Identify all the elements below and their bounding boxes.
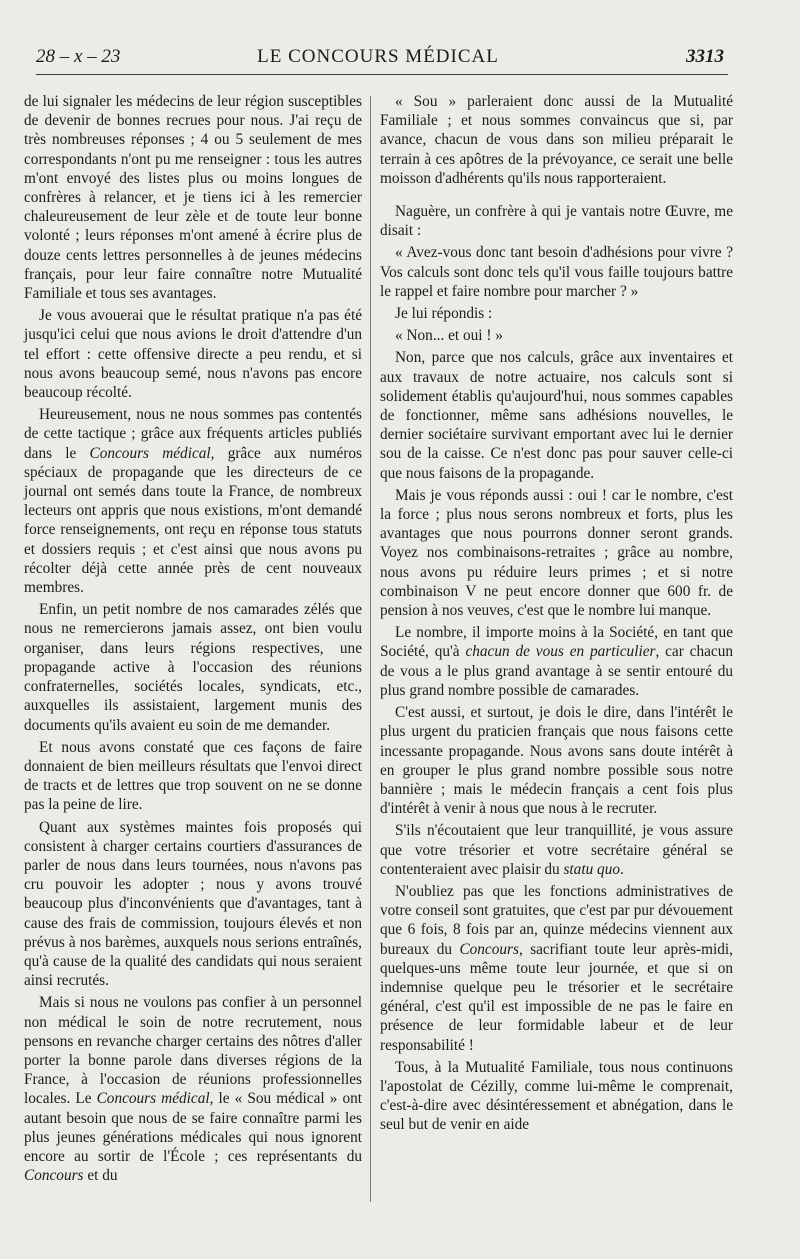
paragraph: Je lui répondis : xyxy=(395,305,493,323)
issue-date: 28 – x – 23 xyxy=(36,46,121,67)
paragraph: Je vous avouerai que le résultat pratique n'a pas été jusqu'ici celui que nous avions le droit d'attendre d'un tel effort : cette offensive directe a peu rendu, et si nous avons beaucoup semé, nous n'avons pas encore beaucoup récolté. xyxy=(24,307,362,402)
right-column xyxy=(380,92,733,1138)
header-rule xyxy=(36,74,728,75)
paragraph: Heureusement, nous ne nous sommes pas contentés de cette tactique ; grâce aux fréquents articles publiés dans le Concours médical, grâce aux numéros spéciaux de propagande que les directeurs de ce journal ont semés dans toute la France, de nombreux lecteurs ont appris que nous existions, m'ont demandé force renseignements, ont reçu en réponse tous statuts et dossiers requis ; et c'est ainsi que nous avons pu récolter déjà cette année près de cent nouveaux membres. xyxy=(24,406,362,597)
column-divider xyxy=(370,96,371,1202)
paragraph: Mais si nous ne voulons pas confier à un personnel non médical le soin de notre recrutement, nous pensons en revanche charger certains des nôtres d'aller porter la bonne parole dans diverses régions de la France, à l'occasion de réunions professionnelles locales. Le Concours médical, le « Sou médical » ont autant besoin que nous de se faire connaître parmi les plus jeunes générations médicales qui nous ignorent encore au sortir de l'École ; ces représentants du Concours et du xyxy=(24,994,362,1185)
paragraph: Et nous avons constaté que ces façons de faire donnaient de bien meilleurs résultats que l'envoi direct de tracts et de lettres que trop souvent on ne se donne pas la peine de lire. xyxy=(24,738,362,814)
quotation: « Non... et oui ! » xyxy=(395,327,503,345)
paragraph: Mais je vous réponds aussi : oui ! car le nombre, c'est la force ; plus nous serons nombreux et forts, plus les avantages que nous pourrons donner seront grands. Voyez nos combinaisons-retraites ; grâce au nombre, nous avons pu réduire leurs primes ; et si notre combinaison V ne peut encore donner que 600 fr. de pension à nos veuves, c'est que le nombre lui manque. xyxy=(380,486,733,620)
page-number: 3313 xyxy=(686,46,724,67)
paragraph: N'oubliez pas que les fonctions administratives de votre conseil sont gratuites, que c'est par pur dévouement que 6 fois, 8 fois par an, quinze médecins viennent aux bureaux du Concours, sacrifiant toute leur après-midi, quelques-uns même toute leur journée, et que si on indemnise quelque peu le trésorier et le secrétaire général, c'est qu'il est impossible de ne pas le faire en présence de leur formidable labeur et de leur responsabilité ! xyxy=(380,882,734,1054)
paragraph: Naguère, un confrère à qui je vantais notre Œuvre, me disait : xyxy=(380,203,733,240)
paragraph: Non, parce que nos calculs, grâce aux inventaires et aux travaux de notre actuaire, nos calculs sont si solidement établis qu'aujourd'hui, nous sommes capables de fonctionner, même sans adhésions nouvelles, le dernier sociétaire survivant emportant avec lui le dernier sou de la caisse. Ce n'est donc pas pour sauver celle-ci que nous faisons de la propagande. xyxy=(380,349,733,482)
paragraph: Le nombre, il importe moins à la Société, en tant que Société, qu'à chacun de vous en particulier, car chacun de vous a le plus grand avantage à se sentir entouré du plus grand nombre possible de camarades. xyxy=(380,624,733,699)
paragraph: Tous, à la Mutualité Familiale, tous nous continuons l'apostolat de Cézilly, comme lui-même le comprenait, c'est-à-dire avec désintéressement et abnégation, dans le seul but de venir en aide xyxy=(380,1058,733,1134)
paragraph: C'est aussi, et surtout, je dois le dire, dans l'intérêt le plus urgent du praticien français que nous faisons cette incessante propagande. Nous avons sans doute intérêt à en grouper le plus grand nombre possible sous notre bannière ; mais le médecin français a cent fois plus d'intérêt à venir à nous que nous à le recruter. xyxy=(380,704,733,818)
paragraph: « Sou » parleraient donc aussi de la Mutualité Familiale ; et nous sommes convaincus que si, par avance, chacun de vous dans son milieu préparait le terrain à ces apôtres de la prévoyance, ce serait une belle moisson d'adhérents qu'ils nous rapporteraient. xyxy=(380,93,733,187)
quotation: « Avez-vous donc tant besoin d'adhésions pour vivre ? Vos calculs sont donc tels qu'il vous faille toujours battre le rappel et faire nombre pour marcher ? » xyxy=(380,244,733,300)
left-column xyxy=(24,92,362,1188)
paragraph: S'ils n'écoutaient que leur tranquillité, je vous assure que votre trésorier et votre secrétaire général se contenteraient avec plaisir du statu quo. xyxy=(380,822,733,878)
paragraph: Quant aux systèmes maintes fois proposés qui consistent à charger certains courtiers d'assurances de parler de nous dans leurs tournées, nous n'avons pas cru pouvoir les adopter ; nous y avons trouvé beaucoup plus d'inconvénients que d'avantages, tant à cause des frais de commission, toujours élevés et non prévus à nos barèmes, auxquels nous serions entraînés, qu'à cause de la qualité des candidats qui nous seraient ainsi recrutés. xyxy=(24,818,362,990)
page-header xyxy=(28,40,728,70)
paragraph: Enfin, un petit nombre de nos camarades zélés que nous ne remercierons jamais assez, ont bien voulu organiser, dans leurs régions respectives, une propagande active à l'occasion des réunions confraternelles, sociétés locales, syndicats, etc., auxquelles ils assistaient, largement munis des documents qu'ils avaient eu soin de me demander. xyxy=(24,601,362,734)
paragraph: de lui signaler les médecins de leur région susceptibles de devenir de bonnes recrues pour nous. J'ai reçu de très nombreuses réponses ; 4 ou 5 seulement de mes correspondants n'ont pu me renseigner : tous les autres m'ont envoyé des listes plus ou moins longues de confrères à relancer, et je tiens ici à les remercier chaleureusement de leur zèle et de toute leur bonne volonté ; leurs réponses m'ont amené à écrire plus de douze cents lettres personnelles à de jeunes médecins français, pour leur faire connaître notre Mutualité Familiale et tous ses avantages. xyxy=(24,93,362,303)
journal-title: LE CONCOURS MÉDICAL xyxy=(257,46,499,67)
